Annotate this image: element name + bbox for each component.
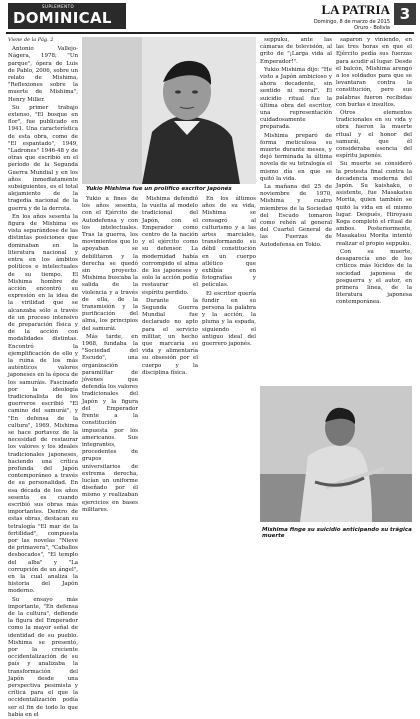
header-rule	[6, 32, 414, 34]
section-title: DOMINICAL	[13, 9, 112, 27]
portrait-illustration	[82, 37, 256, 184]
article-column-2	[82, 196, 138, 542]
section-supertitle: SUPLEMENTO	[42, 4, 75, 9]
paragraph: El escritor quería fundir en su persona la palabra y la acción, la pluma y la espada, siguiendo el antiguo ideal del guerrero japonés.	[202, 290, 256, 348]
article-column-5	[260, 37, 332, 382]
photo-caption: Yukio Mishima fue un prolífico escritor japonés	[86, 186, 232, 192]
page-number: 3	[394, 3, 416, 25]
article-column-4	[202, 196, 256, 542]
paragraph: Otros elementos tradicionales en su vida y obra fueron la muerte ritual y el honor del samurái, que él consideraba esencia del espíritu japonés.	[336, 110, 412, 160]
section-logo	[8, 3, 126, 29]
paragraph: saparon y viniendo, en las tres horas en que el Ejército pedía sus fuerzas para acudir al lugar. Desde el balcón, Mishima arengó a los soldados para que se levantaran contra la constitución, pero sus palabras fueron recibidas con burlas e insultos.	[336, 37, 412, 108]
article-column-1	[8, 37, 78, 718]
paragraph: Más tarde, en 1968, fundaba la "Sociedad del Escudo", una organización paramilitar de jóvenes que defendía los valores tradicionales del Japón y la figura del Emperador frente a la constitución impuesta por los americanos. Sus integrantes, procedentes de grupos universitarios de extrema derecha, lucían un uniforme diseñado por él mismo y realizaban ejercicios en bases militares.	[82, 333, 138, 513]
scene-illustration	[260, 386, 412, 522]
issue-date: Domingo, 8 de marzo de 2015	[313, 19, 390, 25]
paragraph: Con su muerte, desaparecía uno de los críticos más lúcidos de la sociedad japonesa de posguerra y el autor, en primera línea, de la literatura japonesa contemporánea.	[336, 248, 412, 306]
paragraph: seppuku, ante las cámaras de televisión, al grito de "¡Larga vida al Emperador!".	[260, 37, 332, 65]
paragraph: Yukio a fines de los años sesenta, con el Ejército de Autodefensa y con los intelectuales. Tras la guerra, los movimientos que lo apoyaban se debilitaron y la derecha se quedó sin proyecto. Mishima buscaba la salida de la violencia y a través de ella, de la transmisión y la purificación del alma, los principios del samurái.	[82, 196, 138, 332]
paragraph: Mishima defendió la vuelta al modelo tradicional del Japón, con el Emperador como centro de la nación y el ejército como su defensor. La modernidad había corrompido el alma de los japoneses y solo la acción podía restaurar el espíritu perdido.	[142, 196, 198, 296]
paragraph: Su ensayo más importante, "En defensa de la cultura", defiende la figura del Emperador como la mayor señal de identidad de su pueblo. Mishima se presentó, por la creciente occidentalización de su país y analizaba la transformación del Japón desde una perspectiva pesimista y crítica para el que la occidentalización podía ser el fin de todo lo que había en el	[8, 596, 78, 718]
paragraph: La mañana del 25 de noviembre de 1970, Mishima y cuatro miembros de la Sociedad del Escudo tomaron como rehén al general del Cuartel General de las Fuerzas de Autodefensa en Tokio.	[260, 184, 332, 248]
paragraph: Su primer trabajo extenso, "El bosque en flor", fue publicado en 1941. Una característica de esta obra, como de "El espantado", 1949, "Ladrones" 1946-48 y de otras que escribió en el período de la Segunda Guerra Mundial y en los años inmediatamente subsiguientes, es el total alejamiento de la tragedia nacional de la guerra y de la derrota.	[8, 104, 78, 212]
masthead	[290, 2, 390, 31]
newspaper-name: LA PATRIA	[321, 2, 390, 17]
paragraph: Su muerte se consideró la protesta final contra la decadencia moderna del Japón. Su kaishaku, o asistente, fue Masakatsu Morita, quien también se quitó la vida en el mismo lugar. Después, Hiroyasu Koga completó el ritual de ambos. Posteriormente, Masakatsu Morita intentó realizar el propio seppuku.	[336, 161, 412, 247]
article-column-3	[142, 196, 198, 542]
paragraph: Durante la Segunda Guerra Mundial fue declarado no apto para el servicio militar, un hecho que marcaría su vida y alimentaría su obsesión por el cuerpo y la disciplina física.	[142, 297, 198, 376]
paragraph: En los años sesenta la figura de Mishima es vista separándose de las distintas posiciones que dominaban en la literatura nacional y entra en los ámbitos políticos e intelectuales de su tiempo. El Mishima hombre de acción encontró su expresión en la idea de la virilidad que se alcanzaba sólo a través de un proceso intensivo de preparación física y de la acción con modalidades distintas. Encontró la ejemplificación de ello y la ruina de los más auténticos valores japoneses en la época de los samuráis. Fascinado por la ideología tradicionalista de los guerreros escribió "El camino del samurái", y "En defensa de la cultura", 1969. Mishima se hace portavoz de la necesidad de restaurar los valores y los ideales tradicionales japoneses, haciendo una crítica profunda del Japón contemporáneo a través de su personalidad. En esa década de los años sesenta es cuando escribió sus obras más importantes. Dentro de estas obras, destacan su tetralogía "El mar de la fertilidad", compuesta por las novelas "Nieve de primavera", "Caballos desbocados", "El templo del alba" y "La corrupción de un ángel", en la cual analiza la historia del Japón moderno.	[8, 213, 78, 595]
article-column-6	[336, 37, 412, 382]
continuation-kicker: Viene de la Pág. 2	[8, 37, 54, 43]
seppuku-scene-photo	[260, 386, 412, 522]
paragraph: Mishima preparó de forma meticulosa su muerte durante meses, y dejó terminada la última novela de su tetralogía el mismo día en que se quitó la vida.	[260, 132, 332, 182]
photo-caption-2: Mishima finge su suicidio anticipando su trágica muerte	[262, 527, 412, 539]
page-header	[0, 0, 420, 32]
paragraph: Yukio Mishima dijo: "He visto a Japón ambicioso y ahora decadente, sin sentido ni moral". El suicidio ritual fue la última obra del escritor, una representación cuidadosamente preparada.	[260, 66, 332, 131]
mishima-portrait-photo	[82, 37, 256, 184]
paragraph: En los últimos años de su vida, Mishima se consagró al culturismo y a las artes marciales, transformando su débil constitución en un cuerpo atlético que exhibía en fotografías y películas.	[202, 196, 256, 289]
issue-place: Oruro - Bolivia	[354, 25, 390, 31]
paragraph: Antonio Vallejo-Nágera, 1978; "Un parque", ópera de Luis de Pablo, 2006, sobre un relato de Mishima, "Reflexiones sobre la muerte de Mishima", Henry Miller.	[8, 46, 78, 103]
